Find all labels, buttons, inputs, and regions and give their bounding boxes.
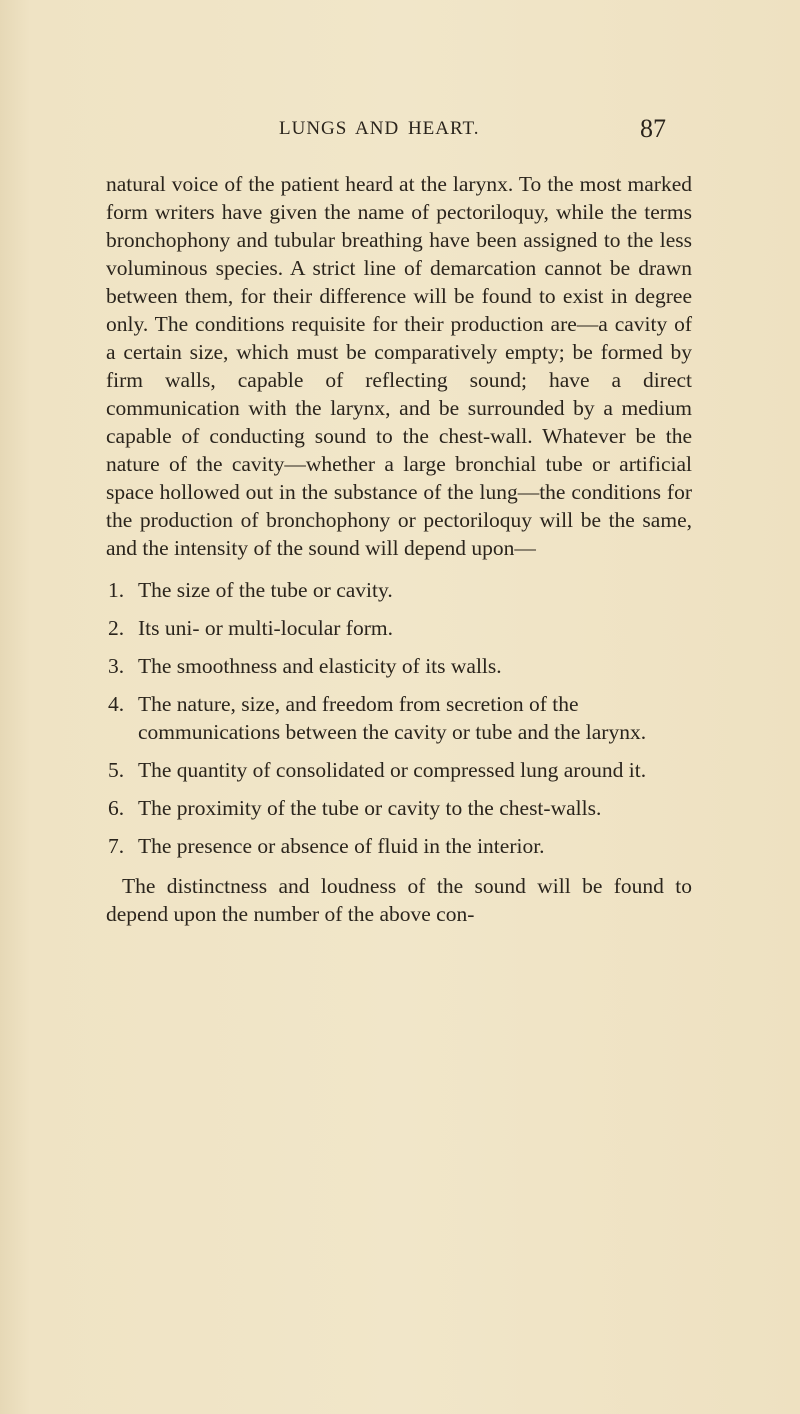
- numbered-list: [106, 576, 692, 860]
- list-text: The nature, size, and freedom from secretion of the communications between the cavity or tube and the larynx.: [138, 692, 647, 744]
- list-text: The presence or absence of fluid in the interior.: [138, 834, 545, 858]
- list-item: [106, 794, 692, 822]
- list-number: 3.: [108, 654, 125, 678]
- list-number: 6.: [108, 796, 125, 820]
- list-item: [106, 832, 692, 860]
- running-head: LUNGS AND HEART.: [279, 118, 480, 139]
- list-number: 2.: [108, 616, 125, 640]
- list-text: The quantity of consolidated or compressed lung around it.: [138, 758, 647, 782]
- list-item: [106, 576, 692, 604]
- list-text: The smoothness and elasticity of its walls.: [138, 654, 502, 678]
- closing-paragraph: The distinctness and loudness of the sound will be found to depend upon the number of the above con-: [106, 874, 692, 926]
- paragraph: natural voice of the patient heard at the larynx. To the most marked form writers have given the name of pectoriloquy, while the terms bronchophony and tubular breathing have been assigned to the less voluminous species. A strict line of demarcation cannot be drawn between them, for their difference will be found to exist in degree only. The conditions requisite for their production are—a cavity of a certain size, which must be comparatively empty; be formed by firm walls, capable of reflecting sound; have a direct communication with the larynx, and be surrounded by a medium capable of conducting sound to the chest-wall. Whatever be the nature of the cavity—whether a large bronchial tube or artificial space hollowed out in the substance of the lung—the conditions for the production of bronchophony or pectoriloquy will be the same, and the intensity of the sound will depend upon—: [106, 172, 692, 560]
- list-text: Its uni- or multi-locular form.: [138, 616, 393, 640]
- list-item: [106, 614, 692, 642]
- page-number: 87: [640, 114, 666, 143]
- body-text: [106, 170, 692, 928]
- list-number: 4.: [108, 692, 125, 716]
- list-number: 7.: [108, 834, 125, 858]
- page-header: [0, 114, 800, 148]
- list-item: [106, 756, 692, 784]
- list-text: The size of the tube or cavity.: [138, 578, 393, 602]
- list-item: [106, 690, 692, 746]
- list-item: [106, 652, 692, 680]
- list-number: 5.: [108, 758, 125, 782]
- list-text: The proximity of the tube or cavity to the chest-walls.: [138, 796, 602, 820]
- list-number: 1.: [108, 578, 125, 602]
